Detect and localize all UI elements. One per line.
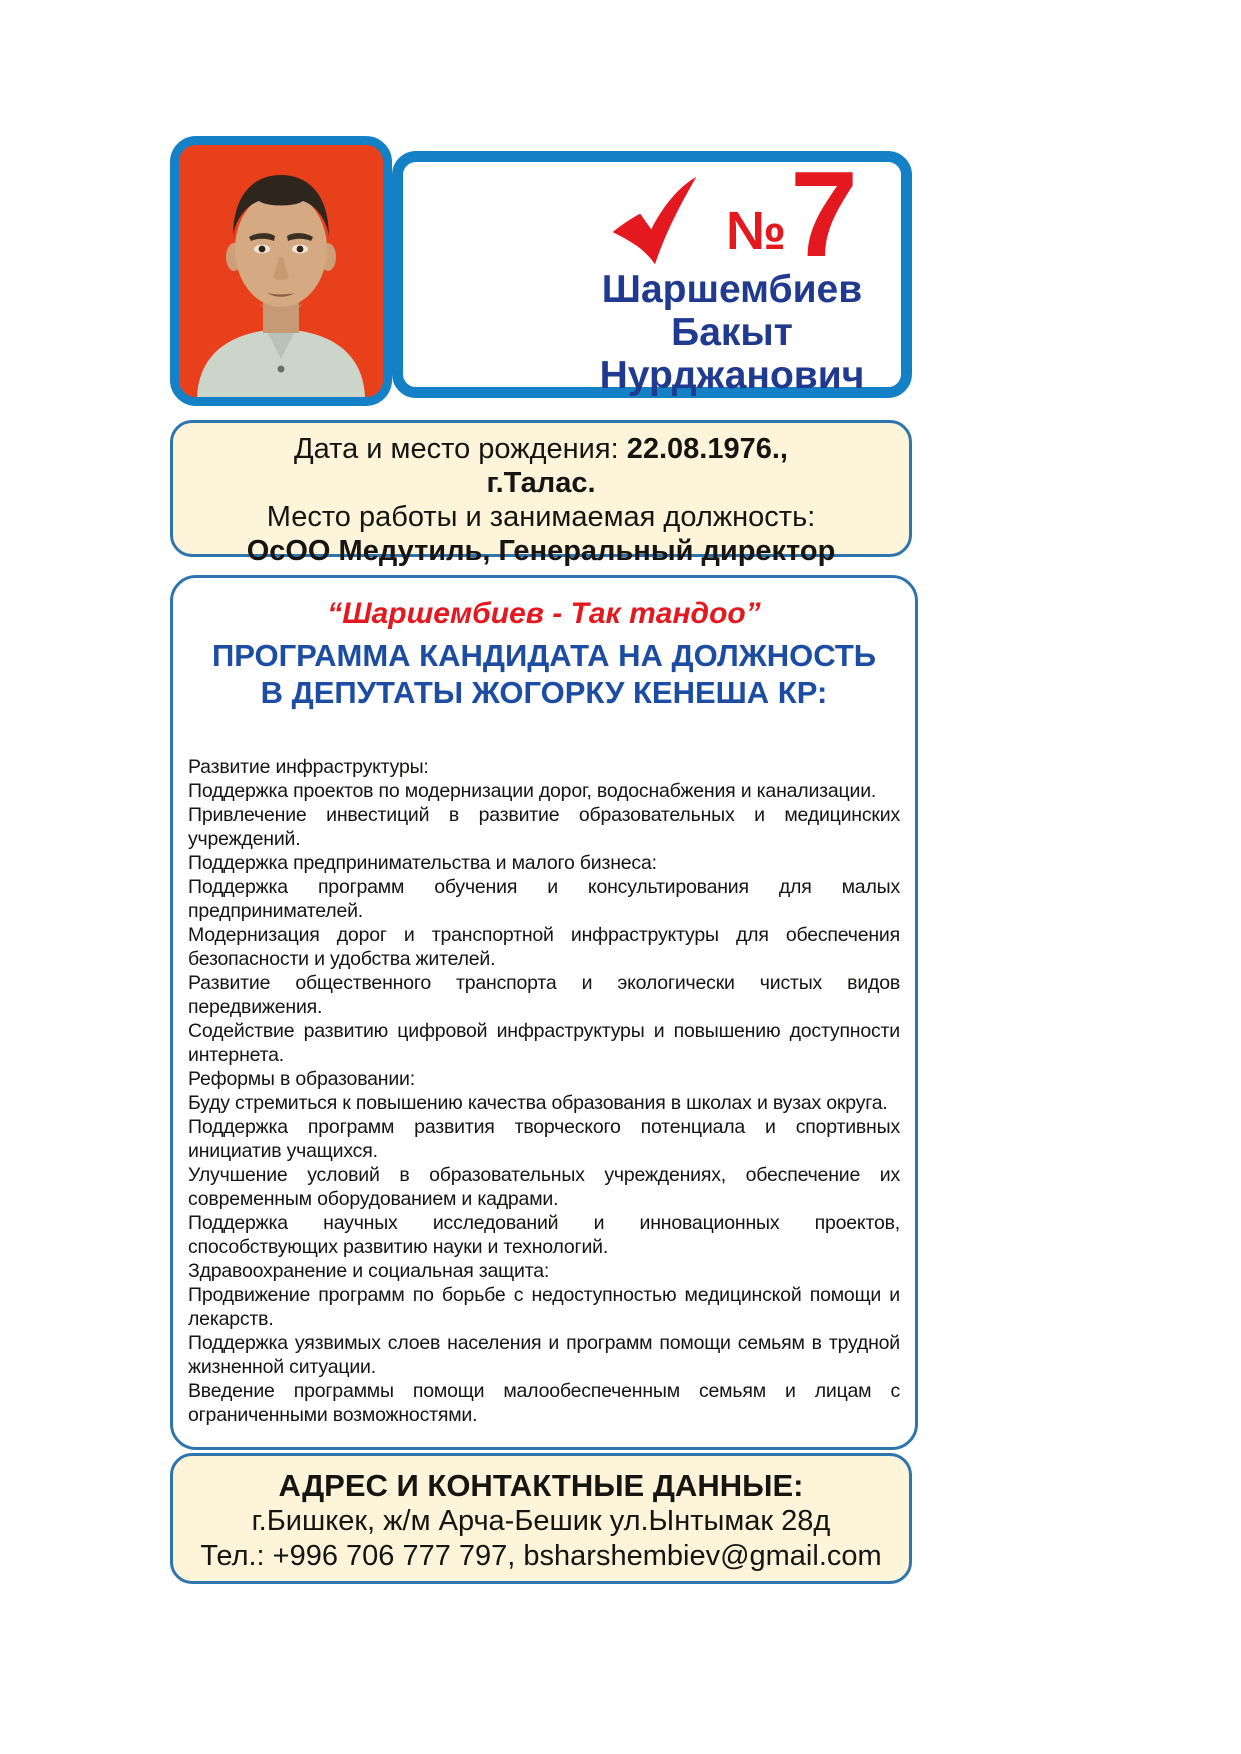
program-paragraph: Привлечение инвестиций в развитие образовательных и медицинских учреждений. xyxy=(188,804,900,850)
contact-heading: АДРЕС И КОНТАКТНЫЕ ДАННЫЕ: xyxy=(278,1468,804,1503)
contact-box xyxy=(170,1453,912,1584)
candidate-portrait xyxy=(179,145,383,397)
contact-address: г.Бишкек, ж/м Арча-Бешик ул.Ынтымак 28д xyxy=(251,1505,831,1537)
program-text xyxy=(188,755,900,1427)
program-paragraph: Поддержка программ обучения и консультирования для малых предпринимателей. xyxy=(188,876,900,922)
program-paragraph: Поддержка научных исследований и инновационных проектов, способствующих развитию науки и технологий. xyxy=(188,1212,900,1258)
program-paragraph: Реформы в образовании: xyxy=(188,1068,415,1090)
program-paragraph: Поддержка уязвимых слоев населения и программ помощи семьям в трудной жизненной ситуации. xyxy=(188,1332,900,1378)
program-paragraph: Введение программы помощи малообеспеченным семьям и лицам с ограниченными возможностями. xyxy=(188,1380,900,1426)
program-paragraph: Улучшение условий в образовательных учреждениях, обеспечение их современным оборудованием и кадрами. xyxy=(188,1164,900,1210)
program-box xyxy=(170,575,918,1450)
candidate-last-name: Шаршембиев xyxy=(601,268,863,312)
checkmark-icon xyxy=(608,174,700,270)
program-paragraph: Развитие инфраструктуры: xyxy=(188,756,429,778)
program-heading-line1: ПРОГРАММА КАНДИДАТА НА ДОЛЖНОСТЬ xyxy=(211,638,877,673)
candidate-name xyxy=(600,268,865,397)
program-paragraph: Поддержка программ развития творческого потенциала и спортивных инициатив учащихся. xyxy=(188,1116,900,1162)
candidate-name-plate xyxy=(392,146,912,398)
program-paragraph: Поддержка проектов по модернизации дорог, водоснабжения и канализации. xyxy=(188,780,877,802)
program-heading-line2: В ДЕПУТАТЫ ЖОГОРКУ КЕНЕША КР: xyxy=(260,675,828,710)
work-value: ОсОО Медутиль, Генеральный директор xyxy=(246,535,836,567)
ballot-number: 7 xyxy=(790,146,857,282)
contact-phone-email: Тел.: +996 706 777 797, bsharshembiev@gmail.com xyxy=(200,1540,882,1572)
biography-box xyxy=(170,420,912,567)
program-heading xyxy=(188,637,900,711)
birth-line xyxy=(173,423,909,466)
candidate-photo-frame xyxy=(170,136,392,406)
program-paragraph: Модернизация дорог и транспортной инфраструктуры для обеспечения безопасности и удобства жителей. xyxy=(188,924,900,970)
program-paragraph: Продвижение программ по борьбе с недоступностью медицинской помощи и лекарств. xyxy=(188,1284,900,1330)
program-paragraph: Поддержка предпринимательства и малого бизнеса: xyxy=(188,852,657,874)
campaign-slogan: “Шаршембиев - Так тандоо” xyxy=(327,597,761,630)
program-paragraph: Содействие развитию цифровой инфраструктуры и повышению доступности интернета. xyxy=(188,1020,900,1066)
ballot-number-row xyxy=(608,146,857,282)
program-paragraph: Буду стремиться к повышению качества образования в школах и вузах округа. xyxy=(188,1092,888,1114)
program-paragraph: Развитие общественного транспорта и экологически чистых видов передвижения. xyxy=(188,972,900,1018)
program-paragraph: Здравоохранение и социальная защита: xyxy=(188,1260,550,1282)
birth-date: 22.08.1976., xyxy=(626,433,788,465)
birth-label: Дата и место рождения: xyxy=(294,433,627,465)
candidate-first-name: Бакыт xyxy=(671,311,793,355)
birth-place: г.Талас. xyxy=(486,467,596,499)
number-sign: № xyxy=(725,201,787,262)
work-label: Место работы и занимаемая должность: xyxy=(266,501,816,533)
name-plate-content xyxy=(563,146,901,398)
candidate-patronymic: Нурджанович xyxy=(599,354,865,398)
